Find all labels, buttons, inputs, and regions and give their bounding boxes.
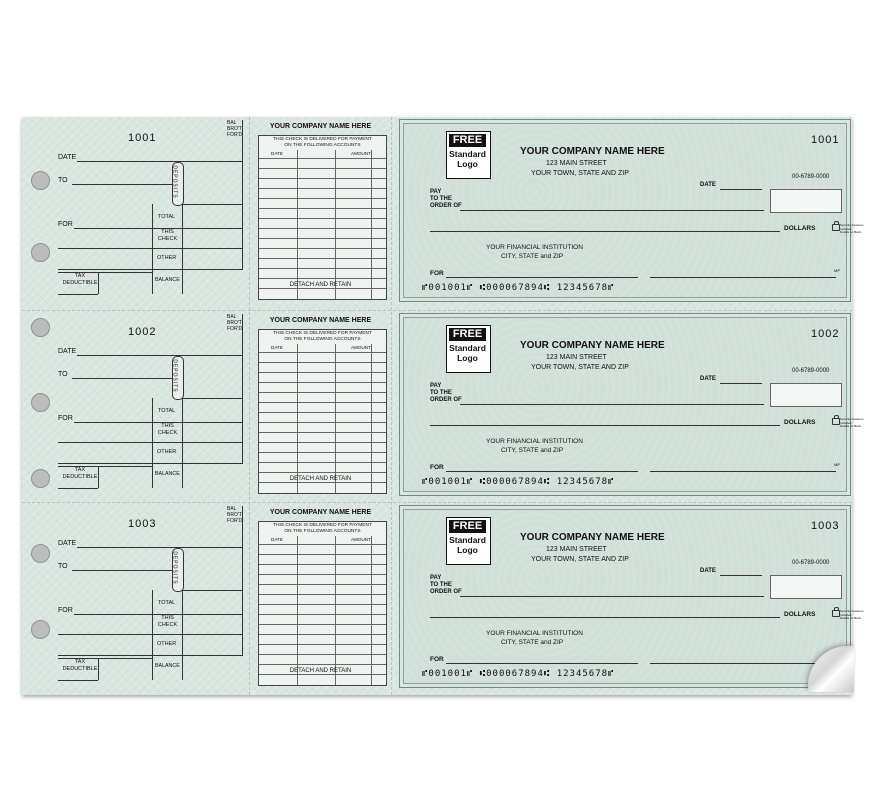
register-row <box>259 452 386 453</box>
micr-line: ⑈001001⑈ ⑆000067894⑆ 12345678⑈ <box>422 669 615 679</box>
register-stub <box>22 117 247 309</box>
tax-deductible-label: TAX DEDUCTIBLE <box>62 467 98 480</box>
binder-hole <box>31 620 50 639</box>
bank-name: YOUR FINANCIAL INSTITUTION <box>486 244 583 251</box>
check-date-label: DATE <box>700 568 716 574</box>
register-stub <box>22 311 247 503</box>
register-row <box>259 278 386 279</box>
register-caption: THIS CHECK IS DELIVERED FOR PAYMENT ON THE FOLLOWING ACCOUNTS <box>273 331 372 342</box>
check-company-name: YOUR COMPANY NAME HERE <box>520 532 665 543</box>
pay-to-order-label: PAY TO THE ORDER OF <box>430 383 462 403</box>
register-row <box>259 634 386 635</box>
total-label: TOTAL <box>158 600 176 606</box>
check-for-label: FOR <box>430 270 444 277</box>
logo-free-badge: FREE <box>449 134 486 147</box>
register-row <box>259 392 386 393</box>
stub-to-line[interactable] <box>72 378 172 379</box>
lock-icon <box>832 224 840 231</box>
detach-and-retain-label: DETACH AND RETAIN <box>289 668 352 674</box>
register-amount-header: AMOUNT <box>351 151 371 156</box>
total-label: TOTAL <box>158 408 176 414</box>
bal-brot-ford-label: BAL BRO'T FOR'D <box>227 120 243 138</box>
stub-date-label: DATE <box>58 154 77 161</box>
bank-city: CITY, STATE and ZIP <box>501 253 564 260</box>
signature-line[interactable] <box>650 471 836 472</box>
check-sheet <box>22 117 864 695</box>
register-date-header: DATE <box>271 345 283 350</box>
lock-icon <box>832 610 840 617</box>
register-row <box>259 574 386 575</box>
register-row <box>259 362 386 363</box>
binder-hole <box>31 393 50 412</box>
tax-deductible-label: TAX DEDUCTIBLE <box>62 273 98 286</box>
amount-box[interactable] <box>770 383 842 407</box>
tax-deductible-label: TAX DEDUCTIBLE <box>62 659 98 672</box>
tax-checkbox <box>98 272 99 294</box>
check-date-label: DATE <box>700 182 716 188</box>
binder-hole <box>31 318 50 337</box>
register-date-header: DATE <box>271 537 283 542</box>
stub-date-line[interactable] <box>77 355 242 356</box>
register-row <box>259 442 386 443</box>
check <box>399 313 864 496</box>
mp-mark: MP <box>834 462 840 467</box>
company-street: 123 MAIN STREET <box>546 354 607 361</box>
register-row <box>259 482 386 483</box>
fraction-routing: 00-6789-0000 <box>792 368 830 374</box>
check-company-name: YOUR COMPANY NAME HERE <box>520 146 665 157</box>
register-row <box>259 422 386 423</box>
register-date-header: DATE <box>271 151 283 156</box>
register-row <box>259 654 386 655</box>
bank-city: CITY, STATE and ZIP <box>501 447 564 454</box>
balance-label: BALANCE <box>155 471 180 477</box>
register-row <box>259 352 386 353</box>
security-note: Security Features Included. Details on Back. <box>840 417 864 428</box>
stub-to-line[interactable] <box>72 184 172 185</box>
register-row <box>259 188 386 189</box>
register-amount-header: AMOUNT <box>351 537 371 542</box>
standard-logo: FREE Standard Logo <box>446 325 491 373</box>
stub-to-label: TO <box>58 177 68 184</box>
register-row <box>259 268 386 269</box>
security-note: Security Features Included. Details on Back. <box>840 223 864 234</box>
register-row <box>259 614 386 615</box>
standard-logo: FREE Standard Logo <box>446 517 491 565</box>
payment-register <box>254 311 387 503</box>
register-row <box>259 258 386 259</box>
pay-to-order-label: PAY TO THE ORDER OF <box>430 189 462 209</box>
company-street: 123 MAIN STREET <box>546 546 607 553</box>
register-row <box>259 432 386 433</box>
payment-register <box>254 117 387 309</box>
binder-hole <box>31 469 50 488</box>
balance-label: BALANCE <box>155 277 180 283</box>
company-street: 123 MAIN STREET <box>546 160 607 167</box>
stub-date-label: DATE <box>58 540 77 547</box>
stub-date-line[interactable] <box>77 547 242 548</box>
bank-name: YOUR FINANCIAL INSTITUTION <box>486 630 583 637</box>
logo-free-badge: FREE <box>449 328 486 341</box>
stub-check-number: 1002 <box>128 326 157 338</box>
register-caption: THIS CHECK IS DELIVERED FOR PAYMENT ON THE FOLLOWING ACCOUNTS <box>273 523 372 534</box>
memo-line[interactable] <box>446 471 638 472</box>
register-row <box>259 594 386 595</box>
register-row <box>259 604 386 605</box>
tax-checkbox <box>98 466 99 488</box>
stub-date-line[interactable] <box>77 161 242 162</box>
check-for-label: FOR <box>430 464 444 471</box>
mp-mark: MP <box>834 268 840 273</box>
register-grid[interactable] <box>258 329 387 494</box>
bank-city: CITY, STATE and ZIP <box>501 639 564 646</box>
other-label: OTHER <box>157 449 177 455</box>
register-amount-header: AMOUNT <box>351 345 371 350</box>
signature-line[interactable] <box>650 277 836 278</box>
stub-to-label: TO <box>58 371 68 378</box>
register-row <box>259 564 386 565</box>
register-company-name: YOUR COMPANY NAME HERE <box>269 317 372 324</box>
balance-label: BALANCE <box>155 663 180 669</box>
register-row <box>259 584 386 585</box>
register-row <box>259 674 386 675</box>
fraction-routing: 00-6789-0000 <box>792 174 830 180</box>
logo-free-badge: FREE <box>449 520 486 533</box>
register-row <box>259 382 386 383</box>
register-row <box>259 554 386 555</box>
register-row <box>259 664 386 665</box>
register-row <box>259 288 386 289</box>
stub-for-label: FOR <box>58 415 73 422</box>
micr-line: ⑈001001⑈ ⑆000067894⑆ 12345678⑈ <box>422 477 615 487</box>
check-set <box>22 503 864 695</box>
bal-brot-ford-label: BAL BRO'T FOR'D <box>227 314 243 332</box>
register-row <box>259 372 386 373</box>
memo-line[interactable] <box>446 277 638 278</box>
register-row <box>259 544 386 545</box>
signature-line[interactable] <box>650 663 836 664</box>
amount-box[interactable] <box>770 575 842 599</box>
amount-words-line[interactable] <box>430 425 780 426</box>
payment-register <box>254 503 387 695</box>
micr-line: ⑈001001⑈ ⑆000067894⑆ 12345678⑈ <box>422 283 615 293</box>
total-label: TOTAL <box>158 214 176 220</box>
register-row <box>259 178 386 179</box>
check-set <box>22 117 864 309</box>
register-row <box>259 208 386 209</box>
amount-words-line[interactable] <box>430 617 780 618</box>
check <box>399 505 864 688</box>
detach-and-retain-label: DETACH AND RETAIN <box>289 282 352 288</box>
security-note: Security Features Included. Details on Back. <box>840 609 864 620</box>
payee-line[interactable] <box>460 210 764 211</box>
dollars-label: DOLLARS <box>784 419 816 426</box>
register-row <box>259 624 386 625</box>
check-number: 1002 <box>811 328 840 340</box>
check-company-name: YOUR COMPANY NAME HERE <box>520 340 665 351</box>
register-row <box>259 462 386 463</box>
check-date-line[interactable] <box>720 189 762 190</box>
deposits-bracket: DEPOSITS <box>172 162 184 206</box>
binder-hole <box>31 544 50 563</box>
bank-name: YOUR FINANCIAL INSTITUTION <box>486 438 583 445</box>
register-grid[interactable] <box>258 521 387 686</box>
binder-hole <box>31 171 50 190</box>
check-number: 1003 <box>811 520 840 532</box>
check-set <box>22 311 864 503</box>
check-date-line[interactable] <box>720 383 762 384</box>
pay-to-order-label: PAY TO THE ORDER OF <box>430 575 462 595</box>
register-row <box>259 168 386 169</box>
payee-line[interactable] <box>460 596 764 597</box>
company-city: YOUR TOWN, STATE AND ZIP <box>531 170 629 177</box>
check-for-label: FOR <box>430 656 444 663</box>
this-check-label: THIS CHECK <box>157 615 178 628</box>
deposits-bracket: DEPOSITS <box>172 356 184 400</box>
register-row <box>259 412 386 413</box>
stub-for-label: FOR <box>58 607 73 614</box>
register-company-name: YOUR COMPANY NAME HERE <box>269 509 372 516</box>
this-check-label: THIS CHECK <box>157 423 178 436</box>
check-date-label: DATE <box>700 376 716 382</box>
register-row <box>259 644 386 645</box>
standard-logo: FREE Standard Logo <box>446 131 491 179</box>
stub-to-line[interactable] <box>72 570 172 571</box>
check-date-line[interactable] <box>720 575 762 576</box>
register-caption: THIS CHECK IS DELIVERED FOR PAYMENT ON THE FOLLOWING ACCOUNTS <box>273 137 372 148</box>
deposits-bracket: DEPOSITS <box>172 548 184 592</box>
fraction-routing: 00-6789-0000 <box>792 560 830 566</box>
stub-check-number: 1001 <box>128 132 157 144</box>
stub-for-label: FOR <box>58 221 73 228</box>
register-row <box>259 158 386 159</box>
lock-icon <box>832 418 840 425</box>
detach-and-retain-label: DETACH AND RETAIN <box>289 476 352 482</box>
register-row <box>259 402 386 403</box>
this-check-label: THIS CHECK <box>157 229 178 242</box>
amount-words-line[interactable] <box>430 231 780 232</box>
other-label: OTHER <box>157 255 177 261</box>
company-city: YOUR TOWN, STATE AND ZIP <box>531 364 629 371</box>
other-label: OTHER <box>157 641 177 647</box>
stub-date-label: DATE <box>58 348 77 355</box>
binder-hole <box>31 243 50 262</box>
tax-checkbox <box>98 658 99 680</box>
register-grid[interactable] <box>258 135 387 300</box>
check-number: 1001 <box>811 134 840 146</box>
stub-check-number: 1003 <box>128 518 157 530</box>
register-row <box>259 238 386 239</box>
register-row <box>259 228 386 229</box>
register-row <box>259 218 386 219</box>
payee-line[interactable] <box>460 404 764 405</box>
company-city: YOUR TOWN, STATE AND ZIP <box>531 556 629 563</box>
register-company-name: YOUR COMPANY NAME HERE <box>269 123 372 130</box>
register-row <box>259 472 386 473</box>
register-row <box>259 198 386 199</box>
dollars-label: DOLLARS <box>784 611 816 618</box>
register-stub <box>22 503 247 695</box>
check <box>399 119 864 302</box>
register-row <box>259 248 386 249</box>
memo-line[interactable] <box>446 663 638 664</box>
bal-brot-ford-label: BAL BRO'T FOR'D <box>227 506 243 524</box>
amount-box[interactable] <box>770 189 842 213</box>
dollars-label: DOLLARS <box>784 225 816 232</box>
stub-to-label: TO <box>58 563 68 570</box>
